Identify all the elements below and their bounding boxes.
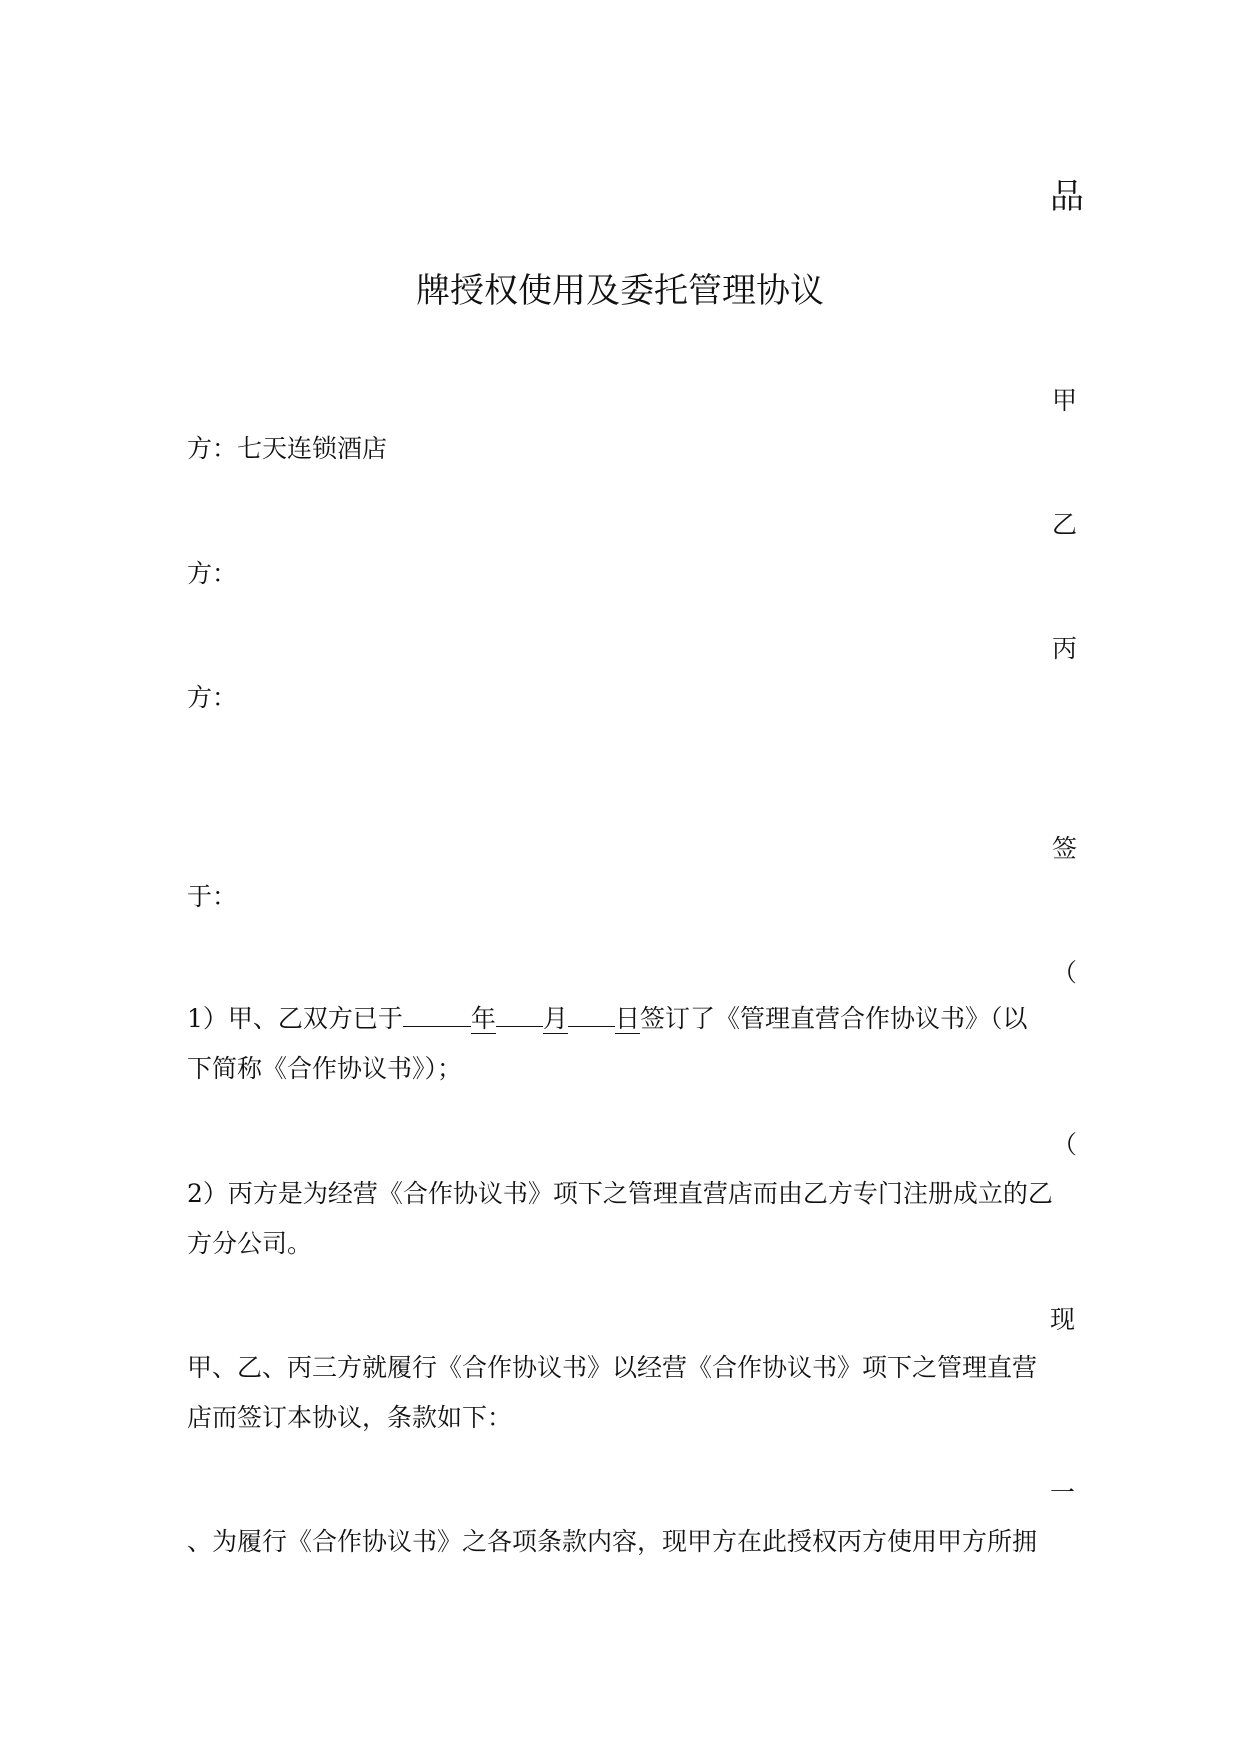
preamble-line-1: 甲、乙、丙三方就履行《合作协议书》以经营《合作协议书》项下之管理直营 (187, 1353, 1038, 1382)
clause-1-line-2: 下简称《合作协议书》）； (187, 1054, 463, 1083)
party-b-line: 方： (187, 559, 238, 588)
party-b-margin-char: 乙 (1052, 510, 1078, 539)
preamble-line-2: 店而签订本协议，条款如下： (187, 1403, 513, 1432)
year-label: 年 (470, 1004, 496, 1033)
title-first-char: 品 (1050, 177, 1084, 217)
month-label: 月 (542, 1004, 568, 1033)
party-c-margin-char: 丙 (1052, 634, 1078, 663)
preamble-margin-char: 现 (1050, 1305, 1076, 1334)
signed-margin-char: 签 (1052, 834, 1078, 863)
article-1-line-1: 、为履行《合作协议书》之各项条款内容，现甲方在此授权丙方使用甲方所拥 (187, 1527, 1038, 1556)
clause-1-margin-char: （ (1052, 958, 1078, 987)
clause-2-line-1: 2）丙方是为经营《合作协议书》项下之管理直营店而由乙方专门注册成立的乙 (187, 1179, 1053, 1208)
article-1-margin-char: 一 (1050, 1478, 1076, 1507)
year-blank (403, 1026, 471, 1027)
party-a-line: 方：七天连锁酒店 (187, 434, 388, 463)
clause-2-margin-char: （ (1052, 1130, 1078, 1159)
document-title: 牌授权使用及委托管理协议 (416, 271, 824, 311)
day-label: 日 (614, 1004, 640, 1033)
party-a-margin-char: 甲 (1052, 386, 1078, 415)
clause-2-line-2: 方分公司。 (187, 1229, 313, 1258)
month-blank (496, 1026, 543, 1027)
clause-1-prefix: 1）甲、乙双方已于 (187, 1004, 403, 1033)
day-blank (568, 1026, 615, 1027)
party-c-line: 方： (187, 683, 238, 712)
clause-1-suffix: 签订了《管理直营合作协议书》（以 (639, 1004, 1028, 1033)
signed-at-line: 于： (187, 882, 238, 911)
clause-1-line-1 (187, 1006, 1027, 1031)
